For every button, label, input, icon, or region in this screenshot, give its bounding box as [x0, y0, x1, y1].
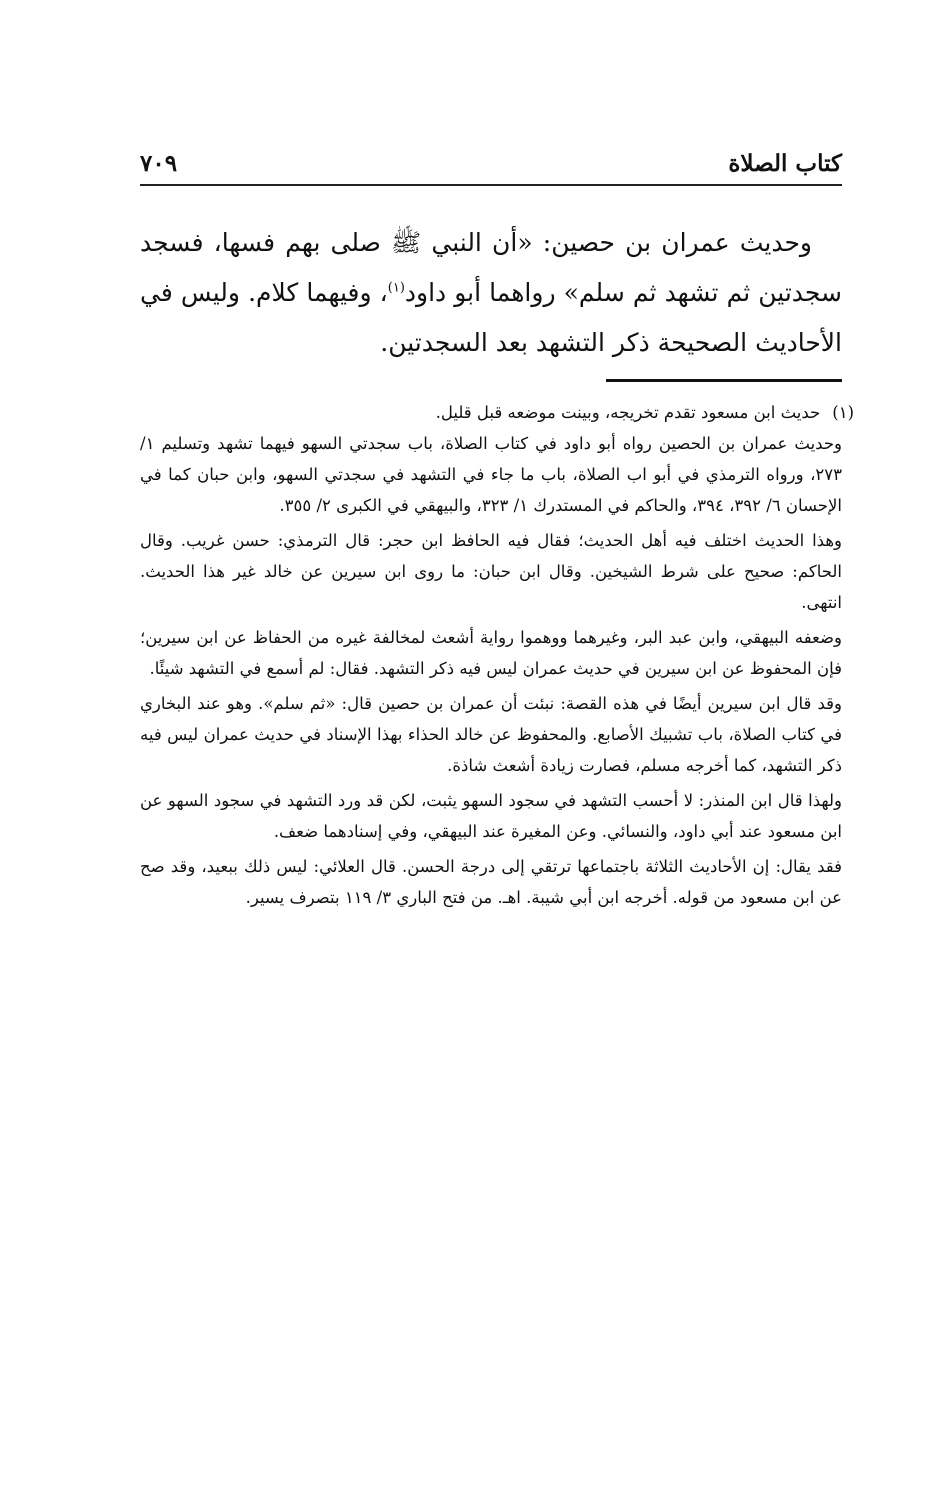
footnote-paragraph: وضعفه البيهقي، وابن عبد البر، وغيرهما ووهموا رواية أشعث لمخالفة غيره من الحفاظ عن ابن سيرين؛ فإن المحفوظ عن ابن سيرين في حديث عمران ليس فيه ذكر التشهد. فقال: لم أسمع في التشهد شيئًا. [140, 628, 842, 678]
footnote-paragraph: فقد يقال: إن الأحاديث الثلاثة باجتماعها ترتقي إلى درجة الحسن. قال العلائي: ليس ذلك ببعيد، وقد صح عن ابن مسعود من قوله. أخرجه ابن أبي شيبة. اهـ. من فتح الباري ٣/ ١١٩ بتصرف يسير. [140, 857, 842, 907]
footnote-number: (١) [832, 403, 854, 422]
page-number: ٧٠٩ [140, 150, 178, 177]
main-line-2a: سجدتين ثم تشهد ثم سلم» رواهما أبو داود [404, 278, 842, 307]
footnote-paragraph: وحديث عمران بن الحصين رواه أبو داود في كتاب الصلاة، باب سجدتي السهو فيهما تشهد وتسليم ١/ ٢٧٣، ورواه الترمذي في أبو اب الصلاة، باب ما جاء في التشهد في سجدتي السهو، وابن حبان كما في الإحسان ٦/ ٣٩٢، ٣٩٤، والحاكم في المستدرك ١/ ٣٢٣، والبيهقي في الكبرى ٢/ ٣٥٥. [140, 434, 842, 515]
chapter-title: كتاب الصلاة [728, 150, 842, 177]
footnote-1 [140, 397, 854, 428]
footnote-paragraph: وهذا الحديث اختلف فيه أهل الحديث؛ فقال فيه الحافظ ابن حجر: قال الترمذي: حسن غريب. وقال الحاكم: صحيح على شرط الشيخين. وقال ابن حبان: ما روى ابن سيرين عن خالد غير هذا الحديث. انتهى. [140, 531, 842, 612]
footnote-separator [606, 379, 842, 382]
footnote-paragraph: ولهذا قال ابن المنذر: لا أحسب التشهد في سجود السهو يثبت، لكن قد ورد التشهد في سجود السهو عن ابن مسعود عند أبي داود، والنسائي. وعن المغيرة عند البيهقي، وفي إسنادهما ضعف. [140, 791, 842, 841]
main-line-1: وحديث عمران بن حصين: «أن النبي ﷺ صلى بهم فسها، فسجد [140, 228, 812, 257]
footnotes [140, 397, 854, 917]
main-line-2b: ، وفيهما كلام. وليس في [140, 278, 388, 307]
main-text [140, 218, 842, 368]
main-line-3: الأحاديث الصحيحة ذكر التشهد بعد السجدتين. [380, 328, 842, 357]
footnote-reference: (١) [387, 280, 405, 296]
header-rule [140, 184, 842, 186]
footnote-paragraph: وقد قال ابن سيرين أيضًا في هذه القصة: نبئت أن عمران بن حصين قال: «ثم سلم». وهو عند البخاري في كتاب الصلاة، باب تشبيك الأصابع. والمحفوظ عن خالد الحذاء بهذا الإسناد في حديث عمران ليس فيه ذكر التشهد، كما أخرجه مسلم، فصارت زيادة أشعث شاذة. [140, 694, 842, 775]
page-header [140, 148, 842, 188]
footnote-first-line: حديث ابن مسعود تقدم تخريجه، وبينت موضعه قبل قليل. [435, 403, 821, 422]
